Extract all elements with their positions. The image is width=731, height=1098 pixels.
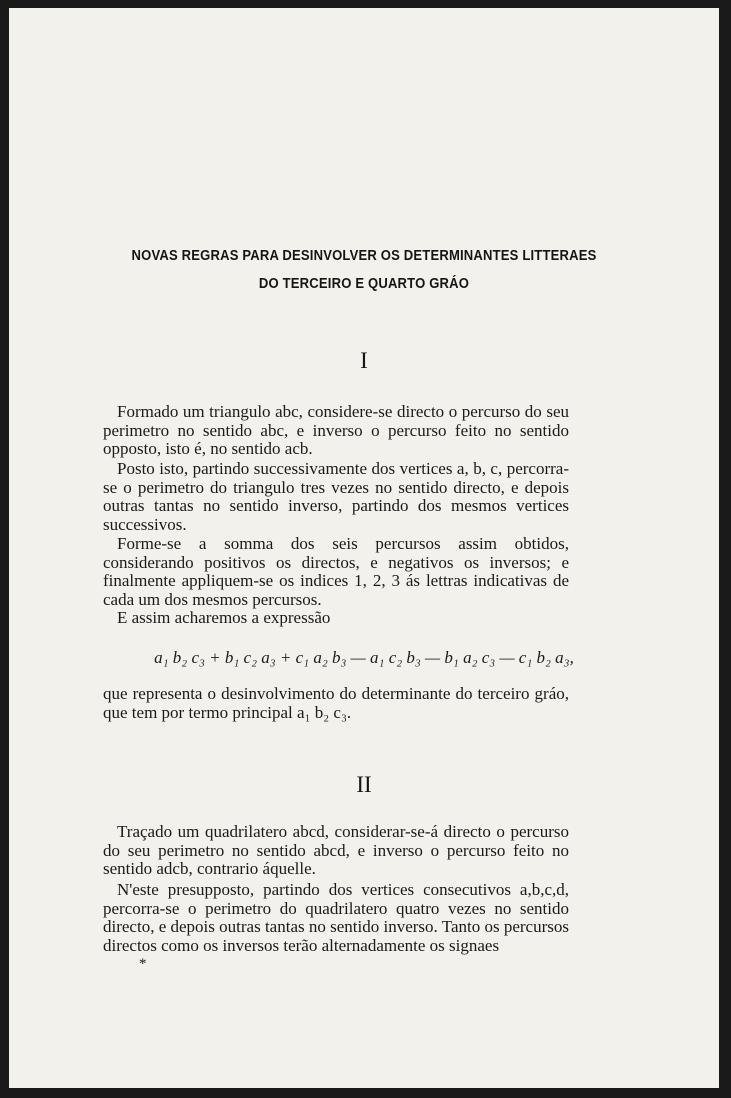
document-page [9,8,719,1088]
section-number-2: II [356,772,372,797]
section-number-1: I [360,348,368,373]
paragraph: que representa o desinvolvimento do determinante do terceiro gráo, que tem por termo principal a₁ b₂ c₃. [103,684,569,722]
paragraph: Posto isto, partindo successivamente dos vertices a, b, c, percorra-se o perimetro do triangulo tres vezes no sentido directo, e depois outras tantas no sentido inverso, partindo dos mesmos vertices successivos. [103,459,569,534]
paragraph: E assim acharemos a expressão [117,608,331,627]
paragraph: Traçado um quadrilatero abcd, considerar-se-á directo o percurso do seu perimetro no sentido abcd, e inverso o percurso feito no sentido adcb, contrario áquelle. [103,822,569,878]
paragraph: N'este presupposto, partindo dos vertices consecutivos a,b,c,d, percorra-se o perimetro do quadrilatero quatro vezes no sentido directo, e depois outras tantas no sentido inverso. Tanto os percursos directos como os inversos terão alternadamente os signaes [103,880,569,955]
signature-mark: * [139,956,147,972]
paragraph: Forme-se a somma dos seis percursos assim obtidos, considerando positivos os directos, e negativos os inversos; e finalmente appliquem-se os indices 1, 2, 3 ás lettras indicativas de cada um dos mesmos percursos. [103,534,569,609]
title-line-1: NOVAS REGRAS PARA DESINVOLVER OS DETERMINANTES LITTERAES [131,248,597,264]
paragraph: Formado um triangulo abc, considere-se directo o percurso do seu perimetro no sentido abc, e inverso o percurso feito no sentido opposto, isto é, no sentido acb. [103,402,569,458]
title-line-2: DO TERCEIRO E QUARTO GRÁO [258,276,470,292]
formula: a₁ b₂ c₃ + b₁ c₂ a₃ + c₁ a₂ b₃ — a₁ c₂ b₃ — b₁ a₂ c₃ — c₁ b₂ a₃, [154,648,574,667]
